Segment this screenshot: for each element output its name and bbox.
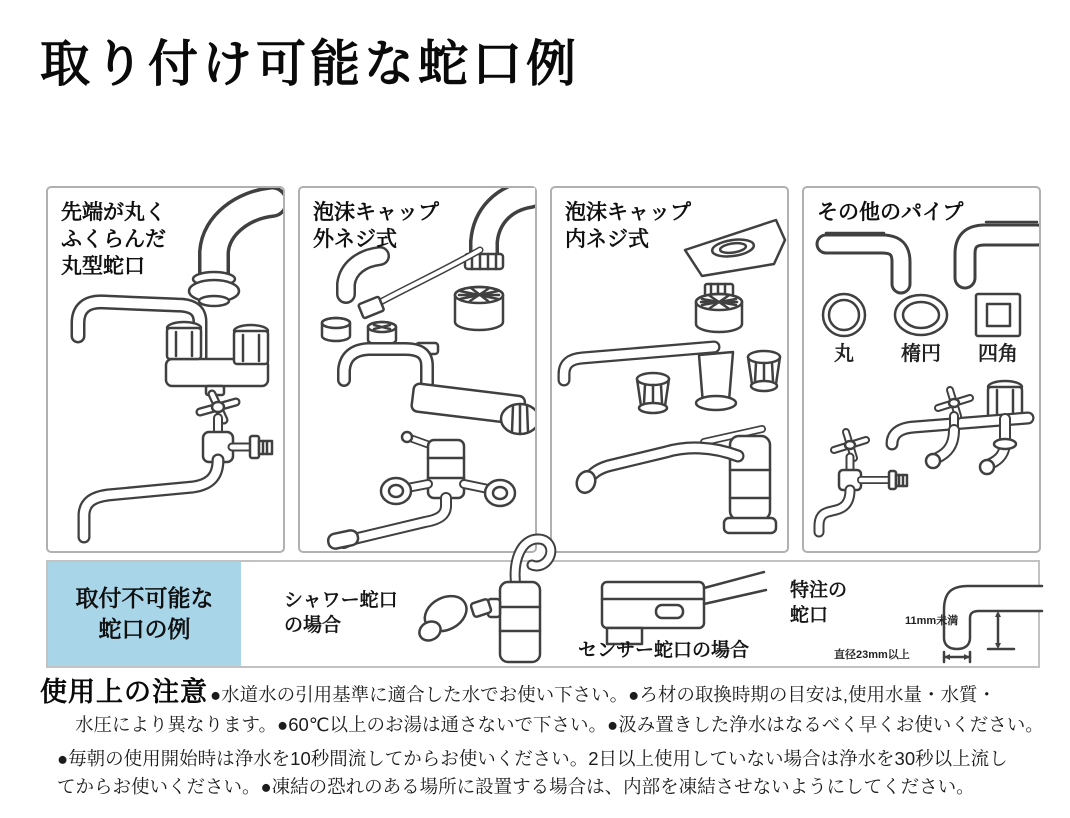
dim-height-label: 11mm未満: [905, 615, 959, 627]
deck-faucet-icon: [344, 343, 535, 434]
usage-notes-line-4: てからお使いください。●凍結の恐れのある場所に設置する場合は、内部を凍結させないようにしてください。: [57, 776, 975, 797]
not-installable-section: [46, 560, 1040, 668]
wall-tap-icon: [84, 394, 272, 537]
usage-notes-line-3: ●毎朝の使用開始時は浄水を10秒間流してからお使いください。2日以上使用していない場合は浄水を30秒以上流し: [57, 748, 1008, 769]
panel-aerator-external-label: 泡沫キャップ 外ネジ式: [313, 201, 439, 251]
two-handle-faucet-icon: [78, 302, 268, 395]
panel-other-pipes: [802, 186, 1041, 553]
widespread-faucet-icon: [564, 347, 780, 413]
pipe-cross-sections-icon: [823, 294, 1020, 336]
sensor-faucet-label: センサー蛇口の場合: [578, 640, 750, 661]
flat-spout-cap-icon: [685, 220, 785, 332]
panel-round-type-label: 先端が丸く ふくらんだ 丸型蛇口: [61, 201, 166, 278]
not-installable-heading: 取付不可能な 蛇口の例: [48, 562, 241, 666]
panel-other-pipes-label: その他のパイプ: [817, 201, 964, 224]
shape-label-square: 四角: [978, 343, 1018, 365]
faucet-example-panels: [46, 186, 1041, 553]
dim-diameter-label: 直径23mm以上: [834, 649, 910, 661]
usage-notes: [40, 676, 1052, 801]
shape-label-oval: 楕円: [901, 343, 941, 365]
shower-faucet-label: シャワー蛇口 の場合: [284, 590, 398, 636]
single-lever-faucet-icon: [574, 429, 776, 533]
round-tip-spout-icon: [189, 202, 272, 306]
shower-faucet-drawing: [388, 527, 558, 667]
wall-faucets-icon: [819, 381, 1028, 532]
panel-aerator-external: [298, 186, 537, 553]
panel-round-type: [46, 186, 285, 553]
usage-notes-line-2: 水圧により異なります。●60℃以上のお湯は通さないで下さい。●汲み置きした浄水はなるべく早くお使いください。: [75, 714, 1044, 735]
usage-notes-heading: 使用上の注意: [40, 677, 208, 707]
shape-label-round: 丸: [834, 343, 854, 365]
threaded-pipe-cap-icon: [455, 194, 530, 330]
page-title: 取り付け可能な蛇口例: [40, 36, 580, 92]
custom-faucet-label: 特注の 蛇口: [790, 580, 848, 626]
usage-notes-line-1: 使用上の注意 ●水道水の引用基準に適合した水でお使い下さい。●ろ材の取換時期の目安は,使用水量・水質・: [40, 677, 996, 707]
l-pipes-icon: [826, 222, 1037, 284]
other-pipes-drawing: [804, 188, 1039, 551]
panel-aerator-internal: [550, 186, 789, 553]
panel-aerator-internal-label: 泡沫キャップ 内ネジ式: [565, 201, 691, 251]
